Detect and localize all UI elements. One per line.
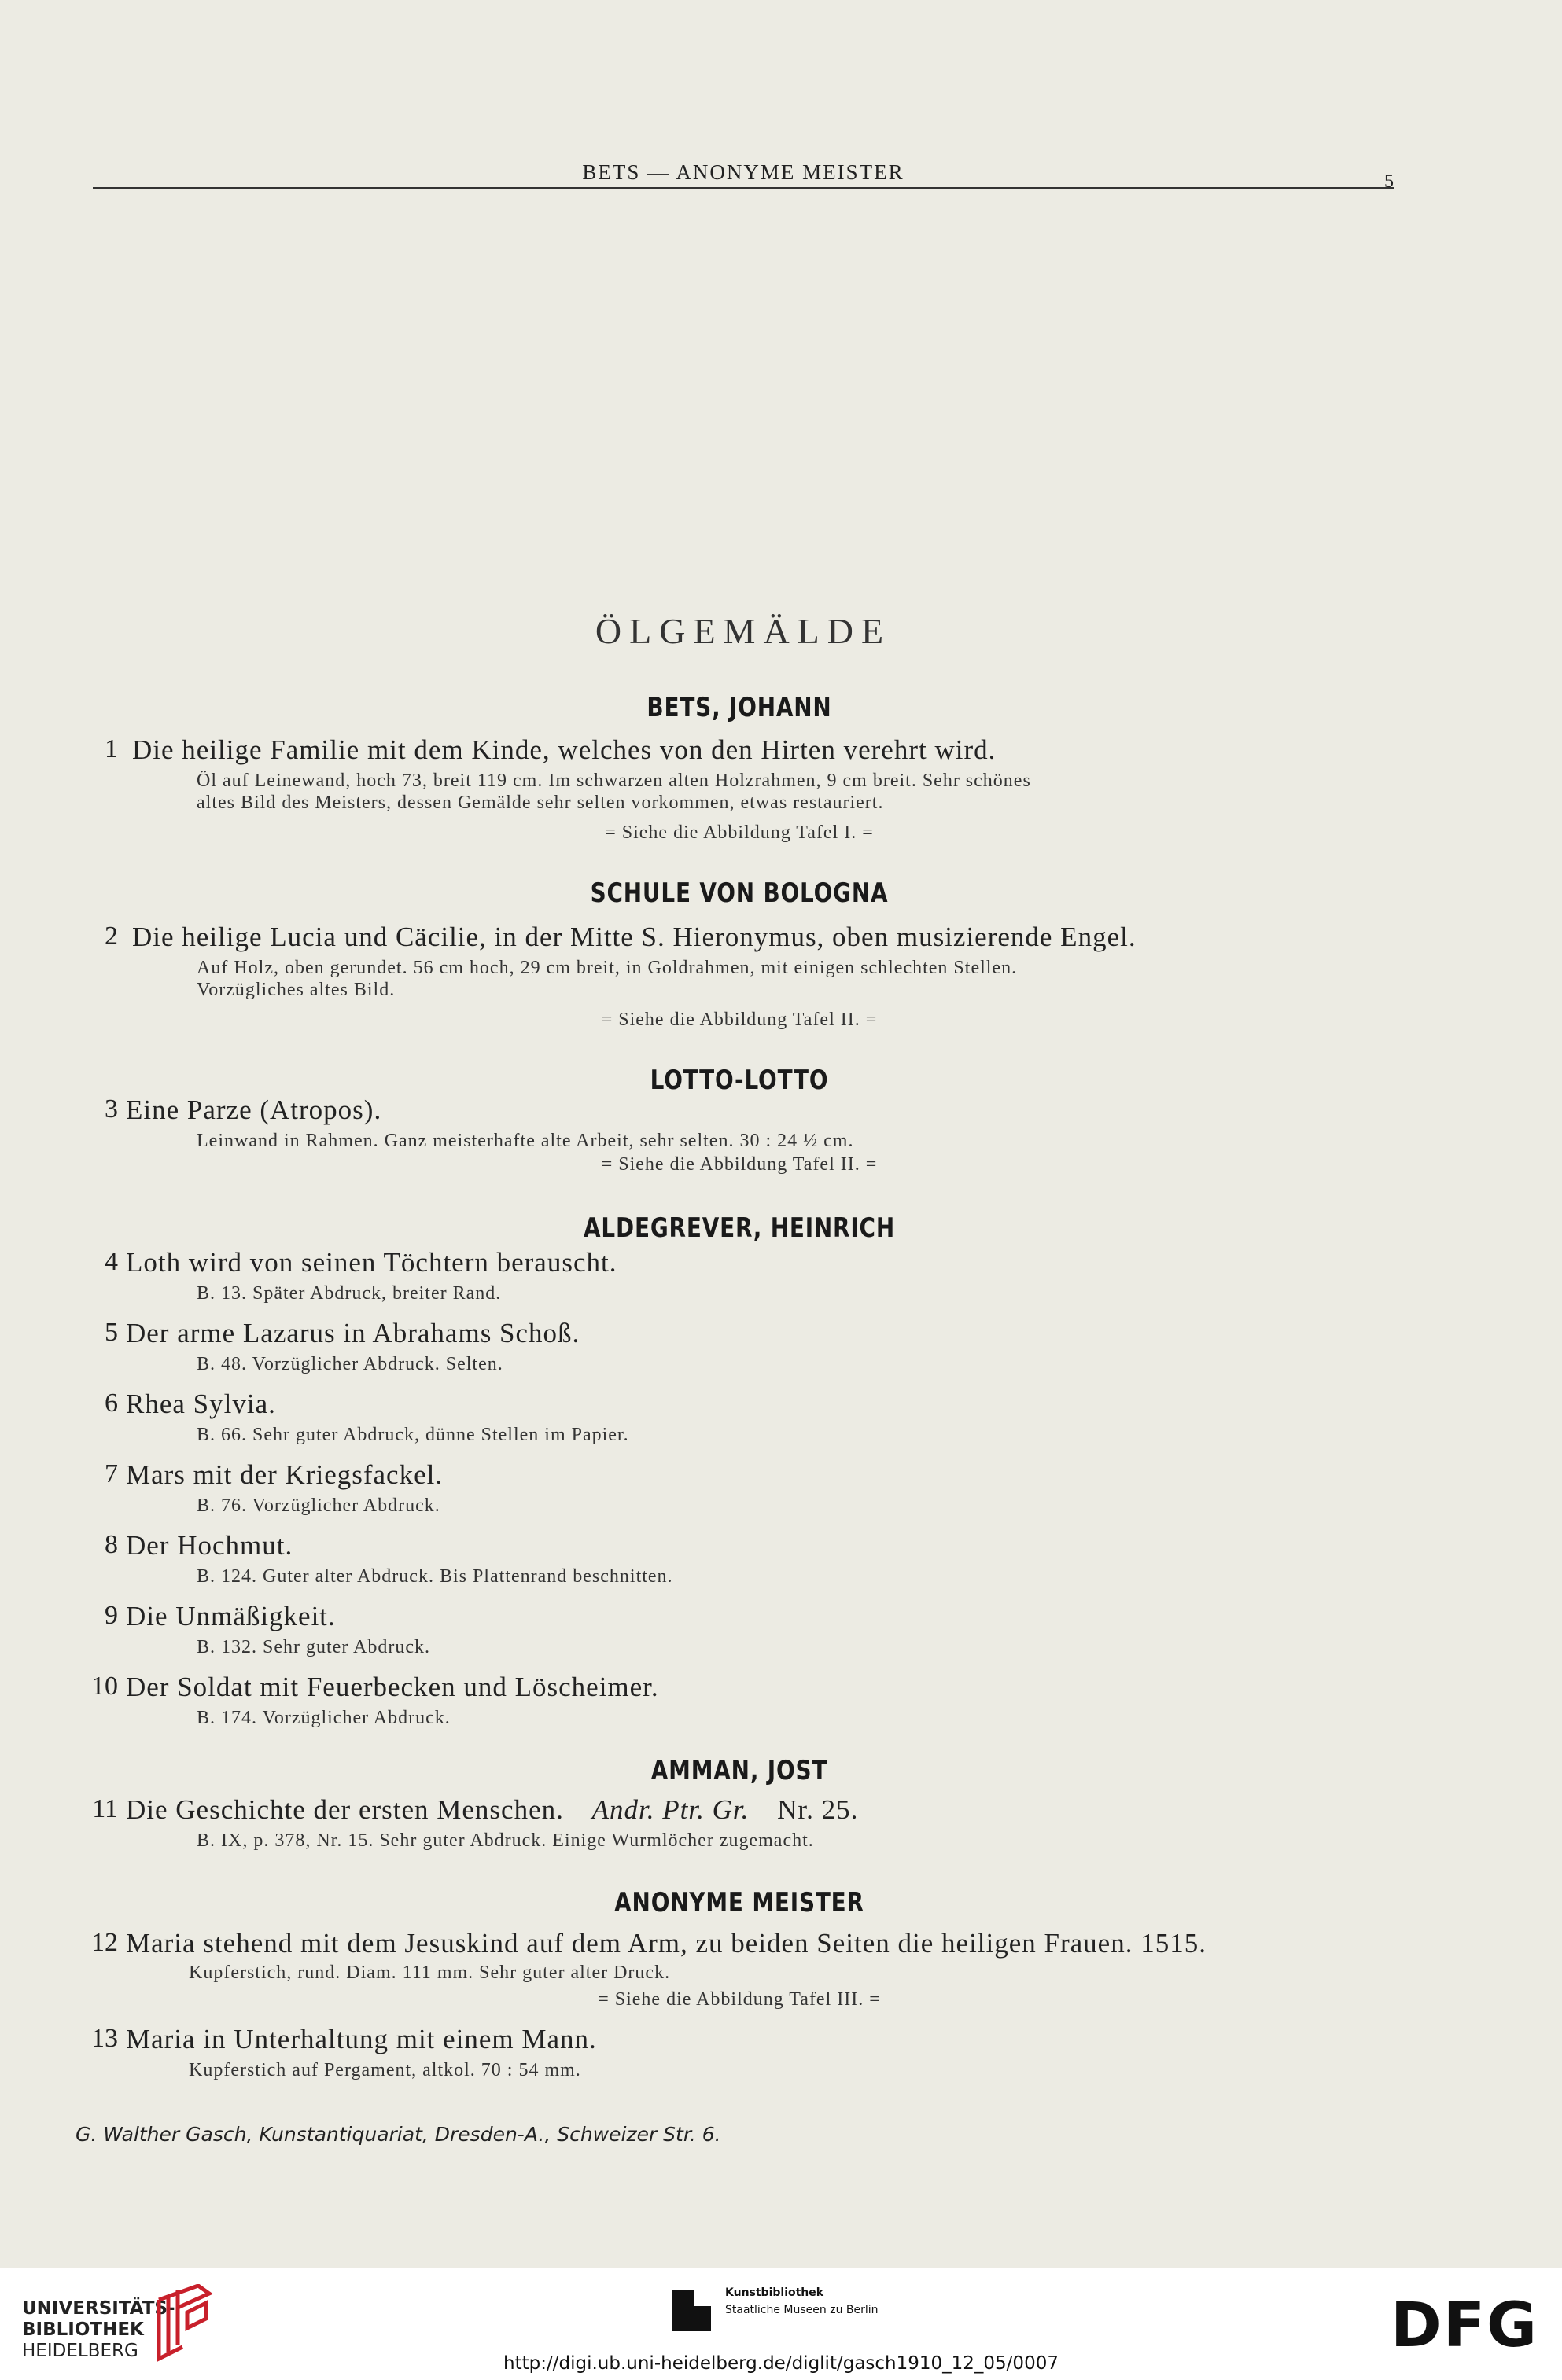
- entry-number: 13: [91, 2024, 118, 2053]
- section-heading: AMMAN, JOST: [650, 1755, 828, 1786]
- digitization-bar: [0, 2268, 1562, 2380]
- entry-number: 8: [105, 1530, 118, 1559]
- entry-title: [126, 1794, 858, 1826]
- page-number: 5: [1384, 171, 1394, 192]
- entry-description: Vorzügliches altes Bild.: [197, 980, 396, 1000]
- entry-description: altes Bild des Meisters, dessen Gemälde sehr selten vorkommen, etwas restauriert.: [197, 793, 884, 813]
- kb-line: Staatliche Museen zu Berlin: [725, 2304, 879, 2316]
- kunstbibliothek-text: [725, 2284, 879, 2319]
- entry-description: Kupferstich auf Pergament, altkol. 70 : 54 mm.: [189, 2060, 581, 2080]
- section-heading: SCHULE VON BOLOGNA: [590, 877, 889, 909]
- entry-description: Auf Holz, oben gerundet. 56 cm hoch, 29 cm breit, in Goldrahmen, mit einigen schlechten Stellen.: [197, 958, 1018, 978]
- entry-description: B. 13. Später Abdruck, breiter Rand.: [197, 1283, 502, 1304]
- entry-title: Maria in Unterhaltung mit einem Mann.: [126, 2024, 597, 2054]
- entry-title: Der arme Lazarus in Abrahams Schoß.: [126, 1318, 580, 1348]
- ub-logo-line: BIBLIOTHEK: [22, 2319, 144, 2340]
- ub-logo-line: UNIVERSITÄTS-: [22, 2298, 175, 2319]
- running-title: BETS — ANONYME MEISTER: [582, 160, 904, 184]
- entry-title: Der Soldat mit Feuerbecken und Löscheimer.: [126, 1672, 659, 1702]
- entry-title: Die heilige Familie mit dem Kinde, welches von den Hirten verehrt wird.: [132, 734, 997, 765]
- entry-description: B. 48. Vorzüglicher Abdruck. Selten.: [197, 1354, 503, 1374]
- entry-number: 10: [91, 1672, 118, 1701]
- running-head: [93, 154, 1394, 192]
- entry-description: B. 174. Vorzüglicher Abdruck.: [197, 1708, 451, 1728]
- entry-description: Öl auf Leinewand, hoch 73, breit 119 cm. Im schwarzen alten Holzrahmen, 9 cm breit. Sehr schönes: [197, 771, 1031, 791]
- section-amman: [0, 1755, 1562, 1786]
- kunstbibliothek-logo-icon[interactable]: [665, 2284, 717, 2338]
- main-title: ÖLGEMÄLDE: [595, 611, 892, 651]
- entry-number: 6: [105, 1389, 118, 1418]
- entry-title: Die heilige Lucia und Cäcilie, in der Mitte S. Hieronymus, oben musizierende Engel.: [132, 921, 1137, 952]
- kb-line: Kunstbibliothek: [725, 2286, 824, 2299]
- entry-title: Maria stehend mit dem Jesuskind auf dem Arm, zu beiden Seiten die heiligen Frauen. 1515.: [126, 1928, 1206, 1959]
- section-heading: BETS, JOHANN: [647, 692, 832, 723]
- entry-title: Die Unmäßigkeit.: [126, 1601, 336, 1631]
- section-anonyme-meister: [0, 1887, 1562, 1918]
- section-bets: [0, 692, 1562, 723]
- entry-number: 9: [105, 1601, 118, 1630]
- entry-title-tail: Nr. 25.: [777, 1794, 859, 1825]
- entry-title: Der Hochmut.: [126, 1530, 293, 1561]
- dfg-logo[interactable]: DFG: [1391, 2290, 1539, 2361]
- entry-number: 11: [92, 1794, 118, 1823]
- section-schule-von-bologna: [0, 877, 1562, 909]
- entry-description: B. 124. Guter alter Abdruck. Bis Plattenrand beschnitten.: [197, 1566, 673, 1587]
- entry-title-main: Die Geschichte der ersten Menschen.: [126, 1794, 564, 1825]
- entry-description: B. 76. Vorzüglicher Abdruck.: [197, 1495, 440, 1516]
- ub-logo-line: HEIDELBERG: [22, 2341, 138, 2361]
- plate-reference: = Siehe die Abbildung Tafel I. =: [605, 822, 874, 843]
- plate-reference: = Siehe die Abbildung Tafel II. =: [601, 1154, 878, 1175]
- entry-description: Kupferstich, rund. Diam. 111 mm. Sehr guter alter Druck.: [189, 1962, 671, 1983]
- entry-title: Loth wird von seinen Töchtern berauscht.: [126, 1247, 617, 1278]
- entry-number: 12: [91, 1928, 118, 1957]
- section-heading: ANONYME MEISTER: [614, 1887, 864, 1918]
- entry-number: 3: [105, 1094, 118, 1124]
- entry-number: 2: [105, 921, 118, 951]
- entry-description: B. 66. Sehr guter Abdruck, dünne Stellen im Papier.: [197, 1425, 629, 1445]
- section-aldegrever: [0, 1212, 1562, 1244]
- entry-number: 5: [105, 1318, 118, 1347]
- section-heading: ALDEGREVER, HEINRICH: [584, 1212, 895, 1244]
- section-heading: LOTTO-LOTTO: [650, 1065, 829, 1096]
- permalink-url[interactable]: http://digi.ub.uni-heidelberg.de/diglit/gasch1910_12_05/0007: [503, 2353, 1059, 2374]
- plate-reference: = Siehe die Abbildung Tafel II. =: [601, 1010, 878, 1030]
- plate-reference: = Siehe die Abbildung Tafel III. =: [598, 1989, 881, 2010]
- entry-description: B. IX, p. 378, Nr. 15. Sehr guter Abdruck. Einige Wurmlöcher zugemacht.: [197, 1830, 814, 1851]
- entry-number: 7: [105, 1459, 118, 1488]
- entry-title: Mars mit der Kriegsfackel.: [126, 1459, 444, 1490]
- publisher-imprint: G. Walther Gasch, Kunstantiquariat, Dresden-A., Schweizer Str. 6.: [76, 2123, 721, 2146]
- entry-description: B. 132. Sehr guter Abdruck.: [197, 1637, 430, 1657]
- section-lotto-lotto: [0, 1065, 1562, 1096]
- entry-title: Eine Parze (Atropos).: [126, 1094, 382, 1125]
- ub-red-mark-icon: [151, 2284, 214, 2363]
- entry-number: 1: [105, 734, 118, 763]
- entry-title: Rhea Sylvia.: [126, 1389, 276, 1419]
- entry-number: 4: [105, 1247, 118, 1276]
- entry-title-italic: Andr. Ptr. Gr.: [591, 1794, 750, 1825]
- entry-description: Leinwand in Rahmen. Ganz meisterhafte alte Arbeit, sehr selten. 30 : 24 ½ cm.: [197, 1131, 854, 1151]
